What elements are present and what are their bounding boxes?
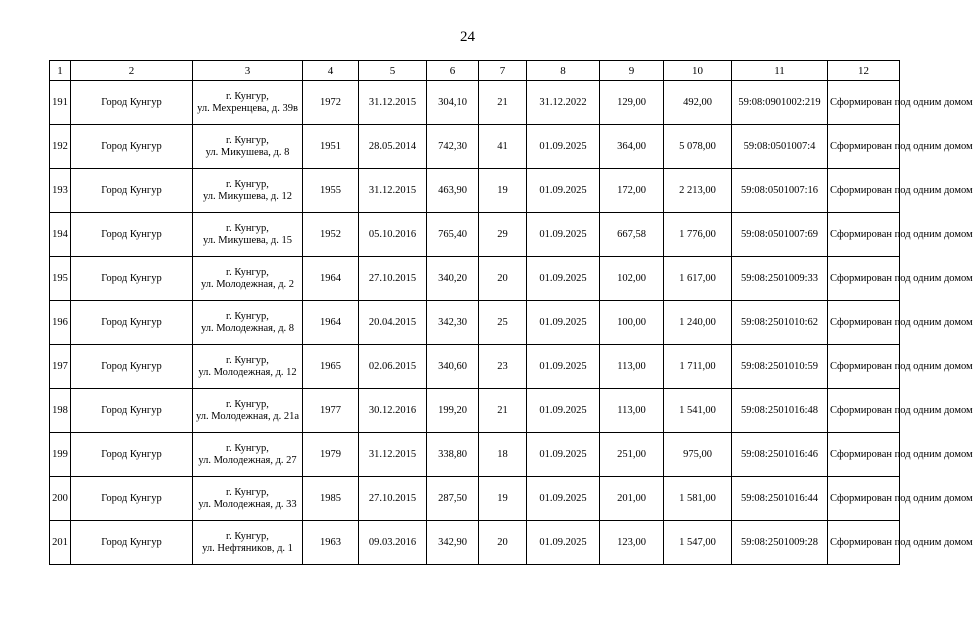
- area-cell: 342,30: [427, 301, 479, 345]
- area-cell: 304,10: [427, 81, 479, 125]
- inclusion-date-cell: 31.12.2015: [359, 169, 427, 213]
- address-cell: [193, 125, 303, 169]
- column-header: 8: [527, 61, 600, 81]
- column-header: 11: [732, 61, 828, 81]
- cadastral-number-cell: 59:08:0501007:4: [732, 125, 828, 169]
- area-cell: 340,60: [427, 345, 479, 389]
- address-city: г. Кунгур,: [226, 266, 269, 278]
- land-status-cell: Сформирован под одним домом: [828, 257, 900, 301]
- table-row: [50, 477, 900, 521]
- column-header: 5: [359, 61, 427, 81]
- value-cell: 492,00: [664, 81, 732, 125]
- address-cell: [193, 169, 303, 213]
- column-header: 1: [50, 61, 71, 81]
- area-cell: 742,30: [427, 125, 479, 169]
- relocation-date-cell: 01.09.2025: [527, 301, 600, 345]
- residents-cell: 19: [479, 477, 527, 521]
- row-number-cell: 198: [50, 389, 71, 433]
- residents-cell: 19: [479, 169, 527, 213]
- area-cell: 463,90: [427, 169, 479, 213]
- municipality-cell: Город Кунгур: [71, 521, 193, 565]
- address-cell: [193, 433, 303, 477]
- address-city: г. Кунгур,: [226, 530, 269, 542]
- land-status-cell: Сформирован под одним домом: [828, 81, 900, 125]
- address-cell: [193, 521, 303, 565]
- inclusion-date-cell: 02.06.2015: [359, 345, 427, 389]
- address-cell: [193, 257, 303, 301]
- land-status-cell: Сформирован под одним домом: [828, 477, 900, 521]
- column-header: 10: [664, 61, 732, 81]
- value-cell: 1 617,00: [664, 257, 732, 301]
- address-city: г. Кунгур,: [226, 486, 269, 498]
- land-status-cell: Сформирован под одним домом: [828, 213, 900, 257]
- address-cell: [193, 301, 303, 345]
- address-cell: [193, 81, 303, 125]
- value-cell: 172,00: [600, 169, 664, 213]
- residents-cell: 29: [479, 213, 527, 257]
- year-built-cell: 1965: [303, 345, 359, 389]
- address-street: ул. Молодежная, д. 33: [198, 498, 297, 510]
- address-city: г. Кунгур,: [226, 354, 269, 366]
- value-cell: 201,00: [600, 477, 664, 521]
- relocation-date-cell: 01.09.2025: [527, 169, 600, 213]
- inclusion-date-cell: 20.04.2015: [359, 301, 427, 345]
- year-built-cell: 1964: [303, 301, 359, 345]
- year-built-cell: 1972: [303, 81, 359, 125]
- area-cell: 342,90: [427, 521, 479, 565]
- inclusion-date-cell: 28.05.2014: [359, 125, 427, 169]
- relocation-date-cell: 01.09.2025: [527, 521, 600, 565]
- value-cell: 1 547,00: [664, 521, 732, 565]
- cadastral-number-cell: 59:08:2501009:33: [732, 257, 828, 301]
- address-cell: [193, 345, 303, 389]
- land-status-cell: Сформирован под одним домом: [828, 169, 900, 213]
- row-number-cell: 192: [50, 125, 71, 169]
- column-header: 3: [193, 61, 303, 81]
- inclusion-date-cell: 31.12.2015: [359, 433, 427, 477]
- cadastral-number-cell: 59:08:2501009:28: [732, 521, 828, 565]
- address-city: г. Кунгур,: [226, 90, 269, 102]
- table-row: [50, 433, 900, 477]
- address-cell: [193, 213, 303, 257]
- value-cell: 1 581,00: [664, 477, 732, 521]
- row-number-cell: 196: [50, 301, 71, 345]
- land-status-cell: Сформирован под одним домом: [828, 125, 900, 169]
- municipality-cell: Город Кунгур: [71, 169, 193, 213]
- value-cell: 251,00: [600, 433, 664, 477]
- area-cell: 199,20: [427, 389, 479, 433]
- row-number-cell: 194: [50, 213, 71, 257]
- value-cell: 113,00: [600, 389, 664, 433]
- housing-registry-table: [49, 60, 973, 565]
- relocation-date-cell: 01.09.2025: [527, 433, 600, 477]
- inclusion-date-cell: 31.12.2015: [359, 81, 427, 125]
- address-street: ул. Мехренцева, д. 39в: [197, 102, 298, 114]
- relocation-date-cell: 31.12.2022: [527, 81, 600, 125]
- value-cell: 102,00: [600, 257, 664, 301]
- table-row: [50, 125, 900, 169]
- address-street: ул. Молодежная, д. 2: [200, 278, 295, 290]
- row-number-cell: 201: [50, 521, 71, 565]
- column-header: 6: [427, 61, 479, 81]
- address-city: г. Кунгур,: [226, 398, 269, 410]
- residents-cell: 23: [479, 345, 527, 389]
- municipality-cell: Город Кунгур: [71, 477, 193, 521]
- column-header: 12: [828, 61, 900, 81]
- address-city: г. Кунгур,: [226, 134, 269, 146]
- residents-cell: 41: [479, 125, 527, 169]
- cadastral-number-cell: 59:08:0501007:16: [732, 169, 828, 213]
- column-header: 2: [71, 61, 193, 81]
- land-status-cell: Сформирован под одним домом: [828, 389, 900, 433]
- value-cell: 100,00: [600, 301, 664, 345]
- address-city: г. Кунгур,: [226, 222, 269, 234]
- land-status-cell: Сформирован под одним домом: [828, 345, 900, 389]
- value-cell: 975,00: [664, 433, 732, 477]
- cadastral-number-cell: 59:08:2501016:48: [732, 389, 828, 433]
- area-cell: 765,40: [427, 213, 479, 257]
- address-street: ул. Молодежная, д. 8: [200, 322, 295, 334]
- area-cell: 338,80: [427, 433, 479, 477]
- cadastral-number-cell: 59:08:2501010:62: [732, 301, 828, 345]
- value-cell: 129,00: [600, 81, 664, 125]
- value-cell: 1 541,00: [664, 389, 732, 433]
- cadastral-number-cell: 59:08:0501007:69: [732, 213, 828, 257]
- cadastral-number-cell: 59:08:2501010:59: [732, 345, 828, 389]
- value-cell: 5 078,00: [664, 125, 732, 169]
- municipality-cell: Город Кунгур: [71, 81, 193, 125]
- relocation-date-cell: 01.09.2025: [527, 389, 600, 433]
- year-built-cell: 1977: [303, 389, 359, 433]
- table-row: [50, 345, 900, 389]
- municipality-cell: Город Кунгур: [71, 257, 193, 301]
- address-cell: [193, 389, 303, 433]
- row-number-cell: 199: [50, 433, 71, 477]
- municipality-cell: Город Кунгур: [71, 389, 193, 433]
- land-status-cell: Сформирован под одним домом: [828, 521, 900, 565]
- value-cell: 113,00: [600, 345, 664, 389]
- address-city: г. Кунгур,: [226, 442, 269, 454]
- address-street: ул. Молодежная, д. 27: [198, 454, 297, 466]
- year-built-cell: 1955: [303, 169, 359, 213]
- value-cell: 1 776,00: [664, 213, 732, 257]
- inclusion-date-cell: 27.10.2015: [359, 257, 427, 301]
- address-cell: [193, 477, 303, 521]
- address-street: ул. Микушева, д. 15: [202, 234, 292, 246]
- table-row: [50, 521, 900, 565]
- address-city: г. Кунгур,: [226, 178, 269, 190]
- year-built-cell: 1964: [303, 257, 359, 301]
- table-row: [50, 169, 900, 213]
- year-built-cell: 1963: [303, 521, 359, 565]
- residents-cell: 25: [479, 301, 527, 345]
- table-row: [50, 81, 900, 125]
- municipality-cell: Город Кунгур: [71, 301, 193, 345]
- municipality-cell: Город Кунгур: [71, 433, 193, 477]
- area-cell: 287,50: [427, 477, 479, 521]
- row-number-cell: 197: [50, 345, 71, 389]
- address-street: ул. Нефтяников, д. 1: [202, 542, 293, 554]
- municipality-cell: Город Кунгур: [71, 345, 193, 389]
- cadastral-number-cell: 59:08:2501016:46: [732, 433, 828, 477]
- value-cell: 364,00: [600, 125, 664, 169]
- value-cell: 1 240,00: [664, 301, 732, 345]
- year-built-cell: 1985: [303, 477, 359, 521]
- row-number-cell: 193: [50, 169, 71, 213]
- address-city: г. Кунгур,: [226, 310, 269, 322]
- value-cell: 123,00: [600, 521, 664, 565]
- column-header: 9: [600, 61, 664, 81]
- address-street: ул. Микушева, д. 12: [202, 190, 292, 202]
- residents-cell: 21: [479, 389, 527, 433]
- address-street: ул. Микушева, д. 8: [205, 146, 290, 158]
- year-built-cell: 1951: [303, 125, 359, 169]
- table-row: [50, 301, 900, 345]
- year-built-cell: 1952: [303, 213, 359, 257]
- table-row: [50, 213, 900, 257]
- row-number-cell: 195: [50, 257, 71, 301]
- table-row: [50, 257, 900, 301]
- row-number-cell: 200: [50, 477, 71, 521]
- residents-cell: 18: [479, 433, 527, 477]
- address-street: ул. Молодежная, д. 12: [198, 366, 297, 378]
- relocation-date-cell: 01.09.2025: [527, 125, 600, 169]
- row-number-cell: 191: [50, 81, 71, 125]
- page-number: 24: [460, 29, 475, 45]
- column-number-row: [50, 61, 900, 81]
- relocation-date-cell: 01.09.2025: [527, 257, 600, 301]
- address-street: ул. Молодежная, д. 21а: [195, 410, 300, 422]
- residents-cell: 20: [479, 521, 527, 565]
- land-status-cell: Сформирован под одним домом: [828, 433, 900, 477]
- inclusion-date-cell: 05.10.2016: [359, 213, 427, 257]
- value-cell: 667,58: [600, 213, 664, 257]
- relocation-date-cell: 01.09.2025: [527, 477, 600, 521]
- inclusion-date-cell: 27.10.2015: [359, 477, 427, 521]
- municipality-cell: Город Кунгур: [71, 125, 193, 169]
- inclusion-date-cell: 30.12.2016: [359, 389, 427, 433]
- relocation-date-cell: 01.09.2025: [527, 213, 600, 257]
- cadastral-number-cell: 59:08:0901002:219: [732, 81, 828, 125]
- land-status-cell: Сформирован под одним домом: [828, 301, 900, 345]
- value-cell: 1 711,00: [664, 345, 732, 389]
- table-row: [50, 389, 900, 433]
- cadastral-number-cell: 59:08:2501016:44: [732, 477, 828, 521]
- residents-cell: 21: [479, 81, 527, 125]
- column-header: 4: [303, 61, 359, 81]
- year-built-cell: 1979: [303, 433, 359, 477]
- municipality-cell: Город Кунгур: [71, 213, 193, 257]
- inclusion-date-cell: 09.03.2016: [359, 521, 427, 565]
- relocation-date-cell: 01.09.2025: [527, 345, 600, 389]
- area-cell: 340,20: [427, 257, 479, 301]
- residents-cell: 20: [479, 257, 527, 301]
- value-cell: 2 213,00: [664, 169, 732, 213]
- column-header: 7: [479, 61, 527, 81]
